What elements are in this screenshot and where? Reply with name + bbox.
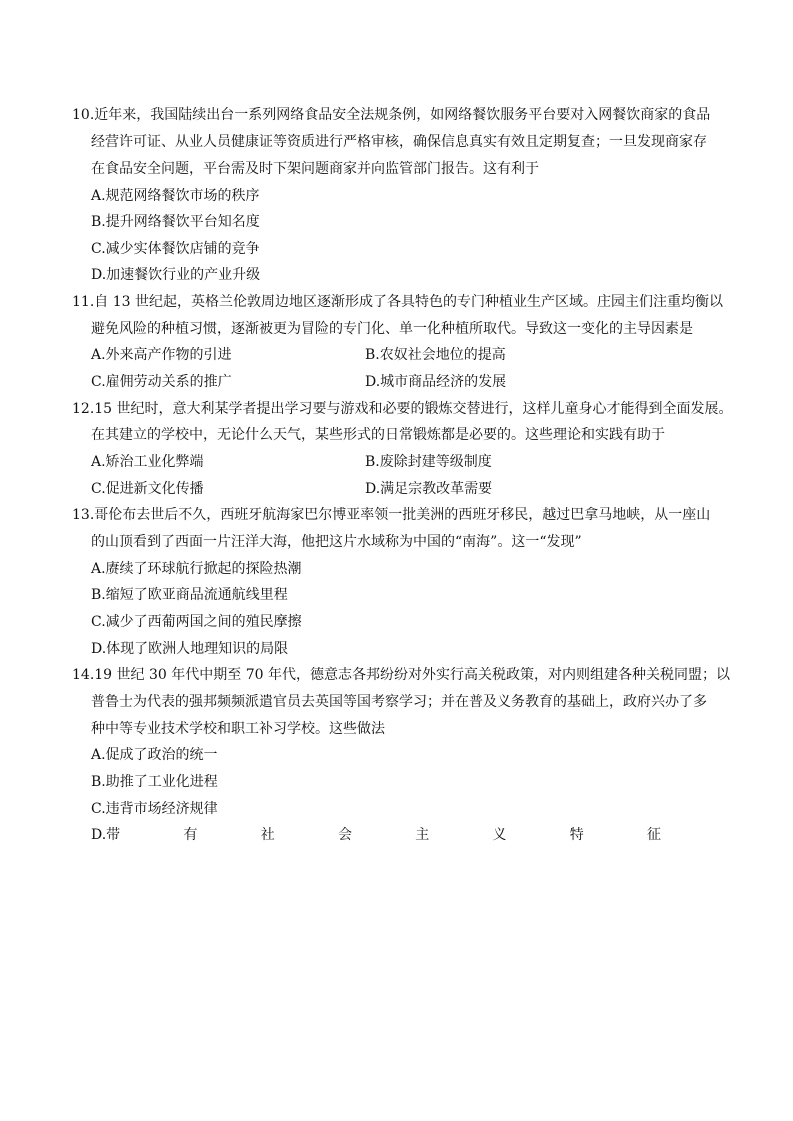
option-d-char: 会 [337,827,352,843]
question-14-option-d [91,826,661,844]
question-14-stem-line-1: 14.19 世纪 30 年代中期至 70 年代，德意志各邦纷纷对外实行高关税政策，对内则组建各种关税同盟；以 [72,667,730,683]
question-13-stem-line-2: 的山顶看到了西面一片汪洋大海，他把这片水域称为中国的“南海”。这一“发现” [91,534,582,550]
question-11-option-b: B.农奴社会地位的提高 [365,347,506,363]
question-11-stem-line-2: 避免风险的种植习惯，逐渐被更为冒险的专门化、单一化种植所取代。导致这一变化的主导因素是 [91,321,693,337]
question-12-option-b: B.废除封建等级制度 [365,454,492,470]
question-12-option-d: D.满足宗教改革需要 [365,481,493,497]
question-13-option-b: B.缩短了欧亚商品流通航线里程 [91,587,288,603]
question-14-option-c: C.违背市场经济规律 [91,801,218,817]
question-10-stem-line-1: 10.近年来，我国陆续出台一系列网络食品安全法规条例，如网络餐饮服务平台要对入网餐饮商家的食品 [72,107,711,123]
question-12-stem-line-1: 12.15 世纪时，意大利某学者提出学习要与游戏和必要的锻炼交替进行，这样儿童身心才能得到全面发展。 [72,401,733,417]
question-10-stem-line-3: 在食品安全问题，平台需及时下架问题商家并向监管部门报告。这有利于 [91,161,539,177]
question-12-option-c: C.促进新文化传播 [91,481,204,497]
option-d-char: 义 [492,827,507,843]
question-14-stem-line-3: 种中等专业技术学校和职工补习学校。这些做法 [91,721,385,737]
question-13-option-d: D.体现了欧洲人地理知识的局限 [91,641,289,657]
question-12-stem-line-2: 在其建立的学校中，无论什么天气，某些形式的日常锻炼都是必要的。这些理论和实践有助于 [91,427,665,443]
question-14-stem-line-2: 普鲁士为代表的强邦频频派遣官员去英国等国考察学习；并在普及义务教育的基础上，政府兴办了多 [91,694,707,710]
question-13-stem-line-1: 13.哥伦布去世后不久，西班牙航海家巴尔博亚率领一批美洲的西班牙移民，越过巴拿马地峡，从一座山 [72,507,711,523]
question-10-option-a: A.规范网络餐饮市场的秩序 [91,188,260,204]
question-12-option-a: A.矫治工业化弊端 [91,454,204,470]
question-13-option-c: C.减少了西葡两国之间的殖民摩擦 [91,614,302,630]
option-d-char: 征 [646,827,661,843]
question-11-stem-line-1: 11.自 13 世纪起，英格兰伦敦周边地区逐渐形成了各具特色的专门种植业生产区域。庄园主们注重均衡以 [72,294,723,310]
option-d-char: 社 [260,827,275,843]
question-13-option-a: A.赓续了环球航行掀起的探险热潮 [91,561,302,577]
question-14-option-b: B.助推了工业化进程 [91,774,218,790]
question-10-option-d: D.加速餐饮行业的产业升级 [91,267,261,283]
question-11-option-c: C.雇佣劳动关系的推广 [91,374,232,390]
question-10-option-c: C.减少实体餐饮店铺的竞争 [91,241,260,257]
option-d-char: 有 [183,827,198,843]
option-d-char: D.带 [91,827,121,843]
question-10-stem-line-2: 经营许可证、从业人员健康证等资质进行严格审核，确保信息真实有效且定期复查；一旦发现商家存 [91,134,707,150]
question-10-option-b: B.提升网络餐饮平台知名度 [91,214,260,230]
question-14-option-a: A.促成了政治的统一 [91,747,218,763]
option-d-char: 特 [569,827,584,843]
question-11-option-d: D.城市商品经济的发展 [365,374,507,390]
question-11-option-a: A.外来高产作物的引进 [91,347,232,363]
option-d-char: 主 [415,827,430,843]
